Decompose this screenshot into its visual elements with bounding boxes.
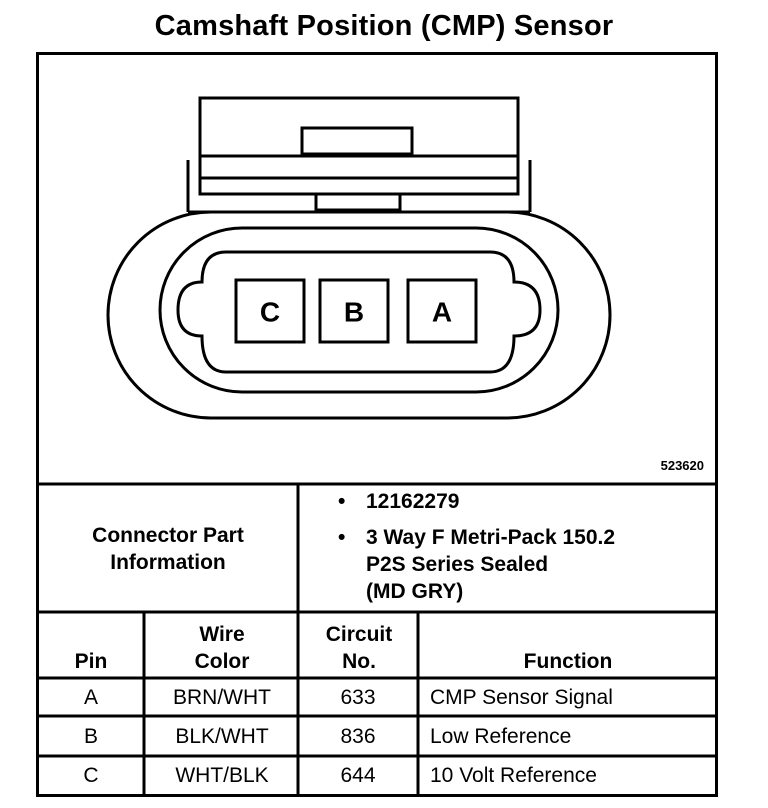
connector-body bbox=[108, 98, 610, 418]
cell-wire-color: WHT/BLK bbox=[175, 764, 269, 787]
cell-circuit: 836 bbox=[340, 725, 376, 748]
cell-function: CMP Sensor Signal bbox=[430, 686, 613, 709]
cell-wire-color: BLK/WHT bbox=[175, 725, 269, 748]
cell-function: 10 Volt Reference bbox=[430, 764, 597, 787]
connector-desc-line: P2S Series Sealed bbox=[366, 553, 549, 576]
cell-circuit: 633 bbox=[340, 686, 376, 709]
connector-part-number: 12162279 bbox=[366, 490, 460, 513]
bullet-icon: • bbox=[338, 526, 346, 549]
cell-pin: A bbox=[83, 686, 98, 709]
connector-info-item bbox=[336, 488, 706, 515]
connector-info-label-line: Connector Part bbox=[92, 524, 244, 547]
connector-info-item bbox=[336, 524, 706, 605]
bullet-icon: • bbox=[338, 490, 346, 513]
header-circuit-line: No. bbox=[342, 650, 376, 673]
header-function: Function bbox=[523, 650, 613, 673]
page-title: Camshaft Position (CMP) Sensor bbox=[154, 10, 614, 42]
cell-function: Low Reference bbox=[430, 725, 572, 748]
connector-info-label-line: Information bbox=[110, 551, 226, 574]
connector-info-label bbox=[38, 522, 298, 576]
header-wire-color-line: Color bbox=[194, 650, 250, 673]
connector-info-list bbox=[336, 488, 706, 614]
header-wire-color-line: Wire bbox=[199, 623, 245, 646]
connector-desc-line: (MD GRY) bbox=[366, 580, 464, 603]
cell-pin: B bbox=[83, 725, 98, 748]
header-pin: Pin bbox=[74, 650, 108, 673]
cavity-label-b: B bbox=[343, 296, 365, 328]
connector-desc-line: 3 Way F Metri-Pack 150.2 bbox=[366, 526, 616, 549]
lock-tab-latch bbox=[316, 194, 400, 210]
cell-pin: C bbox=[83, 764, 99, 787]
header-circuit-line: Circuit bbox=[325, 623, 393, 646]
cell-circuit: 644 bbox=[340, 764, 376, 787]
lock-tab-slot bbox=[302, 128, 412, 154]
header-circuit bbox=[300, 621, 418, 675]
figure-id: 523620 bbox=[660, 458, 704, 473]
header-wire-color bbox=[146, 621, 298, 675]
lock-tab-housing bbox=[200, 98, 518, 178]
cavity-label-c: C bbox=[259, 296, 281, 328]
cavity-label-a: A bbox=[431, 296, 453, 328]
cell-wire-color: BRN/WHT bbox=[173, 686, 271, 709]
